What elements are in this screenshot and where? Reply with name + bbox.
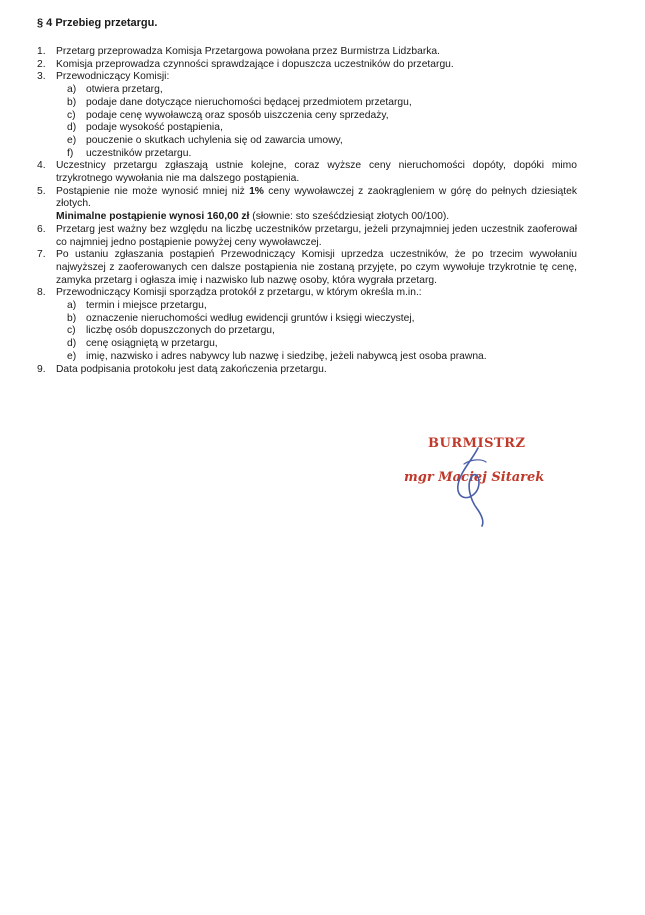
- item-number: 5.: [37, 185, 46, 197]
- section-heading: § 4 Przebieg przetargu.: [37, 17, 158, 29]
- list-item: [37, 71, 577, 84]
- list-item: [37, 287, 577, 300]
- item-text: Uczestnicy przetargu zgłaszają ustnie kolejne, coraz wyższe ceny nieruchomości dopóty, dopóki mimo trzykrotnego wywołania nie ma dalszego postąpienia.: [56, 160, 577, 185]
- sub-item: [67, 338, 577, 351]
- list-item: [37, 364, 577, 377]
- sub-item: [67, 84, 577, 97]
- sub-letter: e): [67, 350, 77, 362]
- handwritten-signature: [360, 430, 600, 530]
- sub-item: [67, 148, 577, 161]
- mayor-stamp: [360, 430, 600, 530]
- sub-letter: d): [67, 338, 77, 350]
- item-number: 1.: [37, 46, 46, 57]
- item-text: Po ustaniu zgłaszania postąpień Przewodniczący Komisji uprzedza uczestników, że po trzecim wywołaniu najwyższej z zaoferowanych cen dalsze postąpienia nie zostaną przyjęte, po czym wywołuje trzykrotnie tę cenę, zamyka przetarg i ogłasza imię i nazwisko lub nazwę osoby, która wygrała przetarg.: [56, 249, 577, 286]
- minimum-bid-words: (słownie: sto sześćdziesiąt złotych 00/100).: [249, 211, 450, 223]
- sub-letter: d): [67, 122, 77, 134]
- sub-text: termin i miejsce przetargu,: [86, 300, 207, 312]
- item-number: 4.: [37, 160, 46, 172]
- minimum-bid-line: [56, 211, 577, 224]
- stamp-title: BURMISTRZ: [428, 436, 526, 451]
- sub-text: liczbę osób dopuszczonych do przetargu,: [86, 325, 275, 337]
- sub-text: otwiera przetarg,: [86, 84, 163, 96]
- sub-item: [67, 110, 577, 123]
- list-item: [37, 224, 577, 249]
- sub-text: imię, nazwisko i adres nabywcy lub nazwę i siedzibę, jeżeli nabywcą jest osoba prawna.: [86, 350, 487, 362]
- list-item: [37, 186, 577, 211]
- item-number: 2.: [37, 58, 46, 70]
- minimum-bid-bold: Minimalne postąpienie wynosi 160,00 zł: [56, 211, 250, 223]
- sub-text: podaje cenę wywoławczą oraz sposób uiszczenia ceny sprzedaży,: [86, 109, 389, 121]
- item-number: 6.: [37, 223, 46, 235]
- item-number: 7.: [37, 249, 46, 261]
- sub-item: [67, 300, 577, 313]
- item-text-part: ceny wywoławczej z zaokrągleniem w górę do pełnych dziesiątek złotych.: [56, 185, 577, 210]
- percent-value: 1%: [249, 185, 264, 197]
- sub-text: oznaczenie nieruchomości według ewidencji gruntów i księgi wieczystej,: [86, 312, 415, 324]
- list-item: [37, 249, 577, 287]
- sub-text: podaje wysokość postąpienia,: [86, 122, 223, 134]
- item-number: 9.: [37, 363, 46, 375]
- sub-letter: a): [67, 84, 77, 96]
- list-item: [37, 59, 577, 72]
- sub-letter: b): [67, 312, 77, 324]
- stamp-name: mgr Maciej Sitarek: [404, 470, 545, 485]
- sub-item: [67, 135, 577, 148]
- item-number: 8.: [37, 287, 46, 299]
- item-text: Przetarg przeprowadza Komisja Przetargowa powołana przez Burmistrza Lidzbarka.: [56, 46, 441, 57]
- item-text: [56, 186, 577, 211]
- sub-text: cenę osiągniętą w przetargu,: [86, 338, 218, 350]
- sub-text: pouczenie o skutkach uchylenia się od zawarcia umowy,: [86, 134, 343, 146]
- sub-item: [67, 97, 577, 110]
- item-text: Data podpisania protokołu jest datą zakończenia przetargu.: [56, 363, 327, 375]
- item-text: Przewodniczący Komisji:: [56, 71, 170, 83]
- item-text-part: Postąpienie nie może wynosić mniej niż: [56, 185, 250, 197]
- sub-item: [67, 313, 577, 326]
- sub-letter: e): [67, 134, 77, 146]
- sub-letter: f): [67, 147, 74, 159]
- item-text: Przewodniczący Komisji sporządza protokół z przetargu, w którym określa m.in.:: [56, 287, 422, 299]
- list-item: [37, 46, 577, 59]
- item-text: Komisja przeprowadza czynności sprawdzające i dopuszcza uczestników do przetargu.: [56, 58, 454, 70]
- sub-item: [67, 122, 577, 135]
- item-number: 3.: [37, 71, 46, 83]
- sub-item: [67, 325, 577, 338]
- sub-text: podaje dane dotyczące nieruchomości będącej przedmiotem przetargu,: [86, 96, 412, 108]
- procedure-list: [37, 46, 577, 376]
- sub-letter: c): [67, 325, 76, 337]
- list-item: [37, 160, 577, 185]
- sub-letter: b): [67, 96, 77, 108]
- item-text: Przetarg jest ważny bez względu na liczbę uczestników przetargu, jeżeli przynajmniej jeden uczestnik zaoferował co najmniej jedno postąpienie powyżej ceny wywoławczej.: [56, 223, 577, 248]
- sub-letter: c): [67, 109, 76, 121]
- sub-item: [67, 351, 577, 364]
- sub-text: uczestników przetargu.: [86, 147, 192, 159]
- sub-letter: a): [67, 300, 77, 312]
